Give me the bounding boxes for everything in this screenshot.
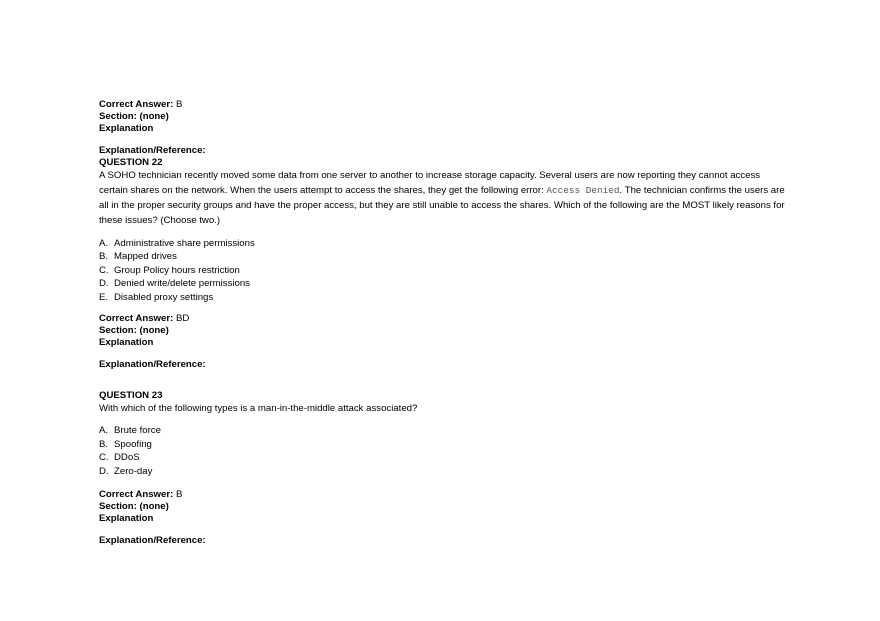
option-a: A. Administrative share permissions [99, 237, 255, 249]
explanation-reference-label: Explanation/Reference: [99, 145, 206, 156]
correct-answer-value: BD [175, 313, 190, 324]
question-title: QUESTION 23 [99, 390, 163, 401]
question-text: With which of the following types is a man-in-the-middle attack associated? [99, 403, 418, 415]
q22-explanation-reference [99, 359, 789, 371]
q23-explanation-reference [99, 535, 789, 547]
question-23 [99, 390, 789, 478]
option-d: D. Zero-day [99, 465, 153, 477]
explanation-reference-label: Explanation/Reference: [99, 359, 206, 370]
explanation-label: Explanation [99, 513, 154, 525]
section-label: Section: (none) [99, 325, 169, 337]
option-b: B. Spoofing [99, 438, 152, 450]
correct-answer-label: Correct Answer: [99, 99, 174, 110]
correct-answer-label: Correct Answer: [99, 313, 174, 324]
explanation-reference-label: Explanation/Reference: [99, 535, 206, 546]
q22-answer-block [99, 313, 789, 350]
q23-answer-block [99, 489, 789, 526]
correct-answer-value: B [175, 489, 183, 500]
question-text-part2: . The technician confirms the users are all in the proper security groups and have the proper access, but they are still unable to access the shares. Which of the following are the MOST likely reasons for these issues? (Choose two.) [99, 185, 785, 226]
question-title: QUESTION 22 [99, 157, 163, 169]
option-d: D. Denied write/delete permissions [99, 278, 250, 290]
question-text [99, 169, 789, 228]
correct-answer-label: Correct Answer: [99, 489, 174, 500]
explanation-label: Explanation [99, 123, 154, 135]
option-e: E. Disabled proxy settings [99, 291, 214, 303]
option-a: A. Brute force [99, 425, 161, 436]
section-label: Section: (none) [99, 111, 169, 123]
prev-answer-block [99, 99, 789, 136]
question-22 [99, 145, 789, 304]
explanation-label: Explanation [99, 337, 154, 349]
error-code: Access Denied [546, 185, 620, 197]
option-c: C. DDoS [99, 452, 140, 463]
question-text-part1: A SOHO technician recently moved some data from one server to another to increase storage capacity. Several users are now reporting they cannot access certain shares on the network. When the users attempt to access the shares, they get the following error: [99, 170, 761, 197]
section-label: Section: (none) [99, 501, 169, 513]
correct-answer-value: B [175, 99, 183, 110]
option-b: B. Mapped drives [99, 251, 177, 263]
option-c: C. Group Policy hours restriction [99, 264, 240, 276]
